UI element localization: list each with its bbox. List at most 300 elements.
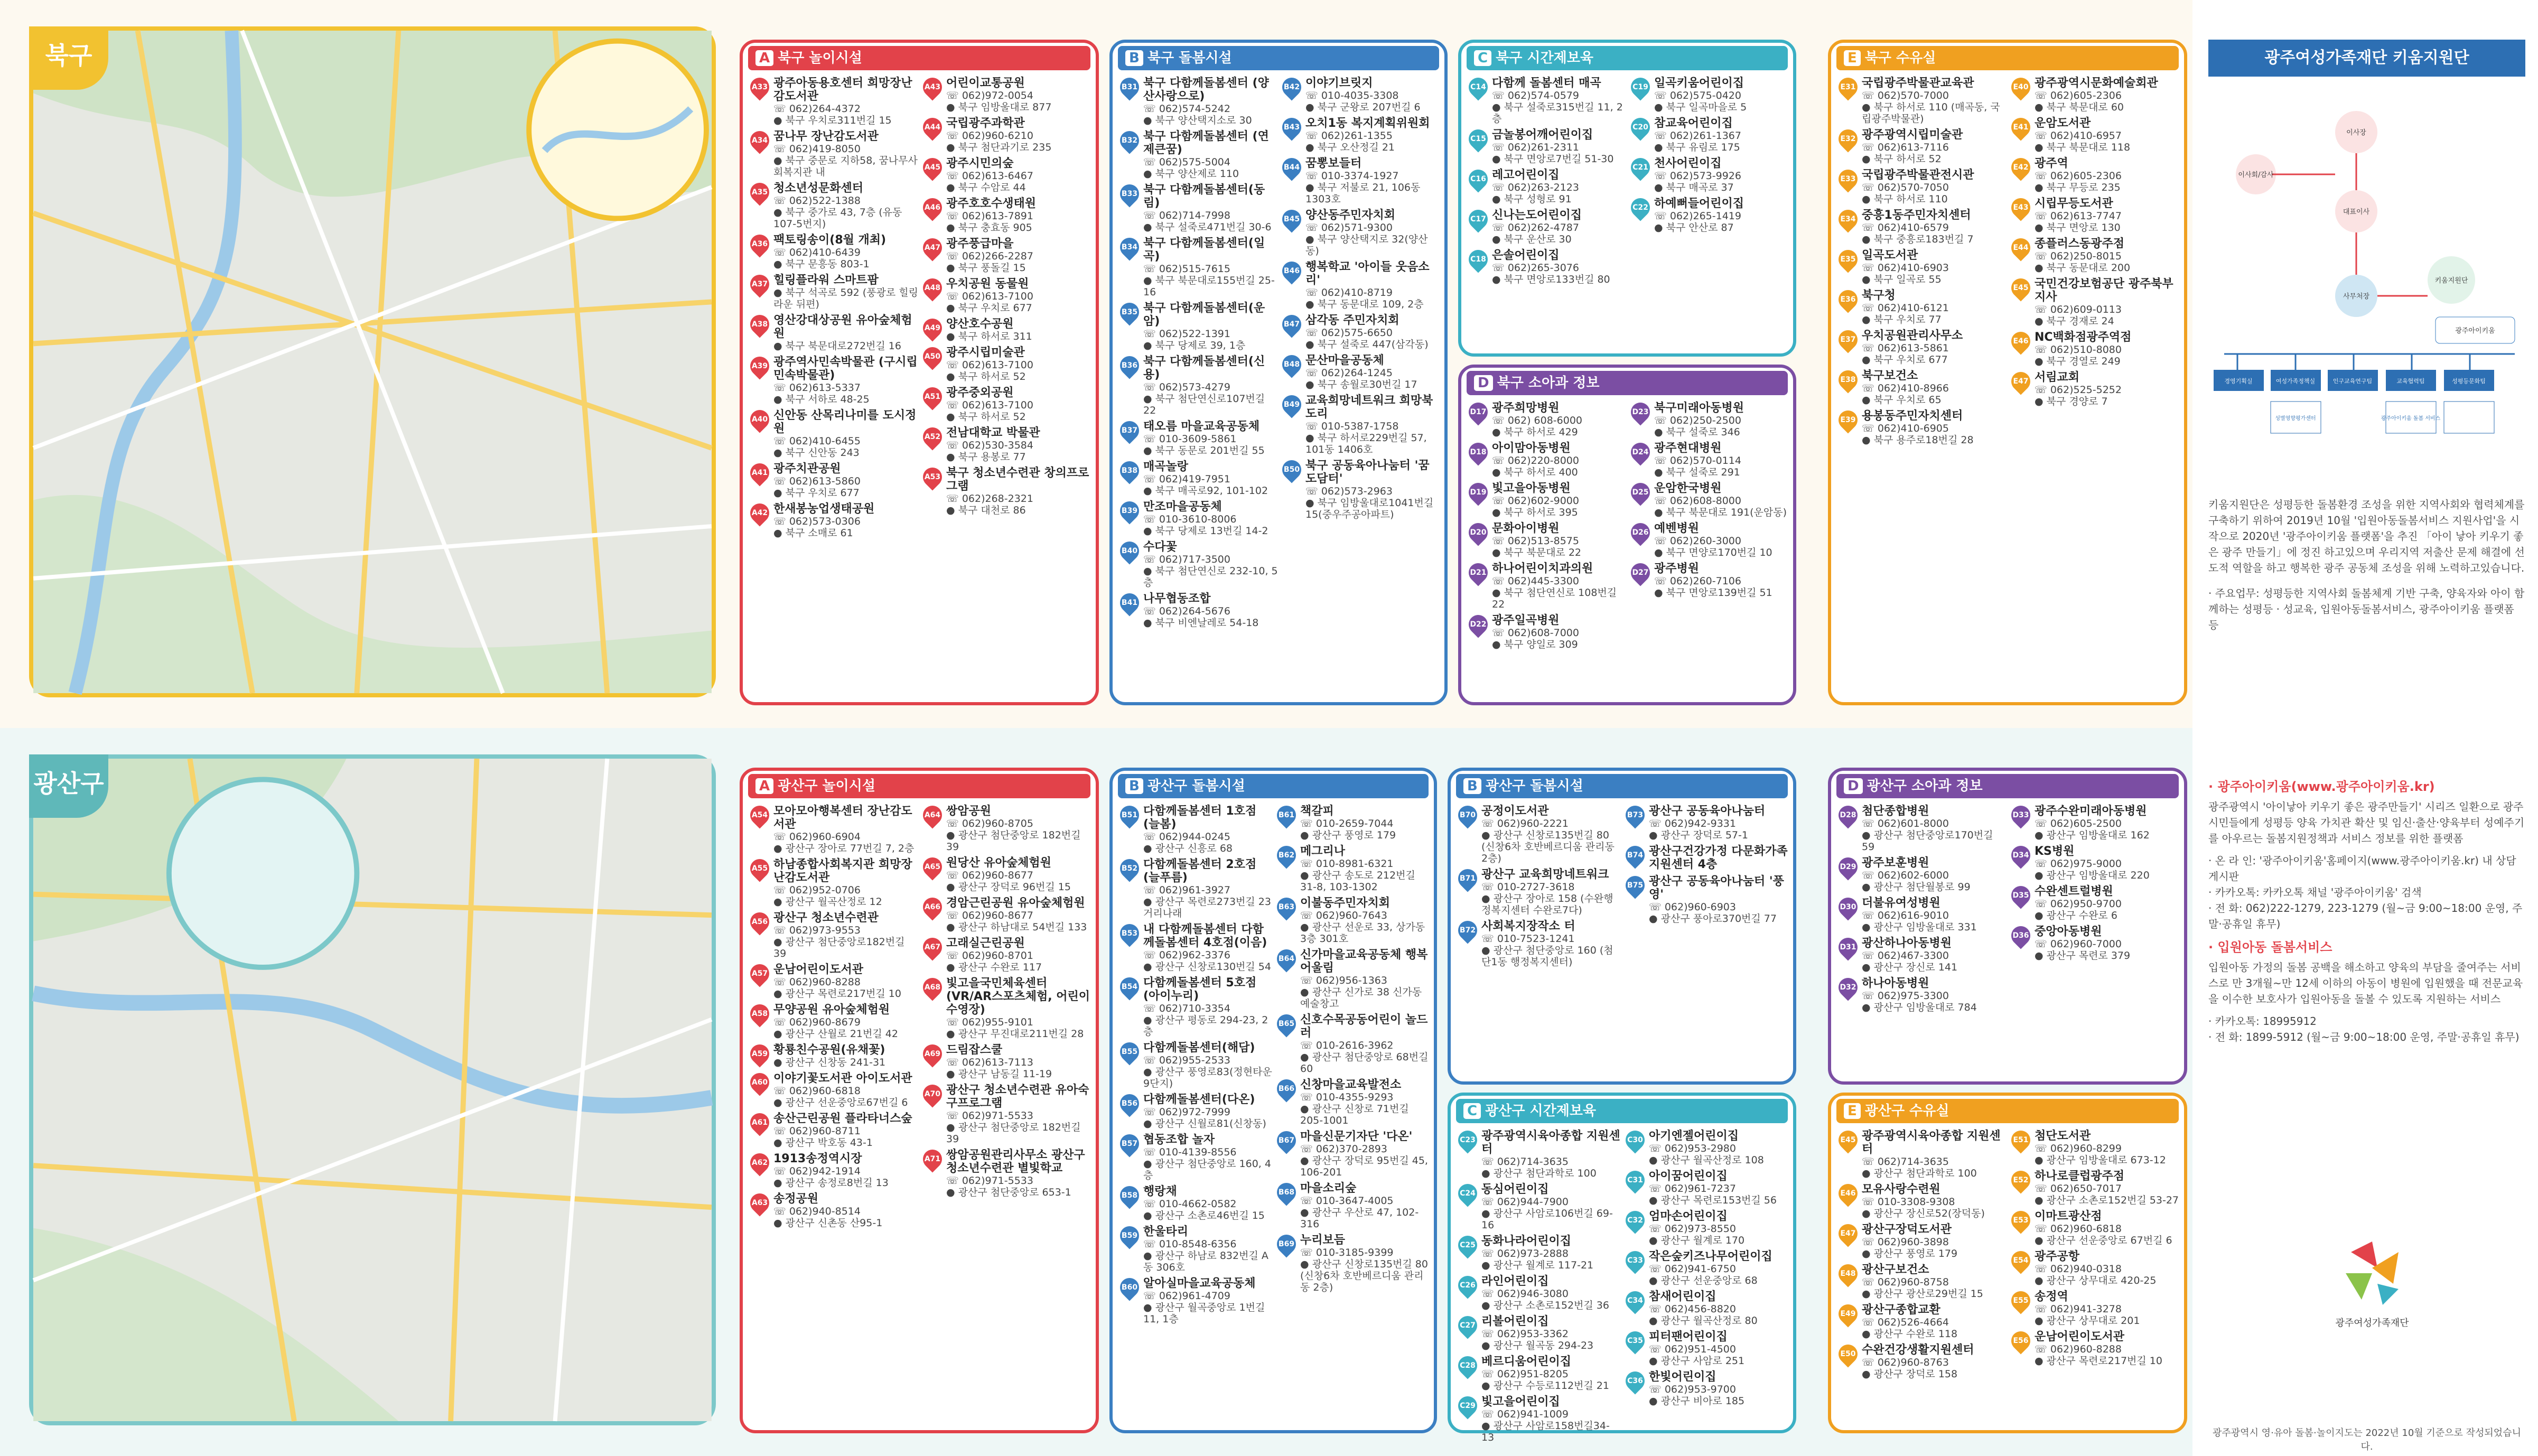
facility-item[interactable] [1458, 868, 1621, 916]
facility-id: A60 [751, 1078, 768, 1087]
facility-item[interactable] [1458, 1315, 1621, 1351]
facility-item[interactable] [1626, 845, 1789, 871]
facility-phone: ☏ 062)960-8288 [773, 976, 861, 988]
facility-item[interactable] [1120, 237, 1278, 298]
facility-id: A62 [751, 1159, 768, 1167]
facility-item[interactable] [923, 237, 1091, 274]
panel-title: 광산구 시간제보육 [1485, 1103, 1597, 1119]
map-pin-icon [1116, 74, 1143, 101]
facility-phone: ☏ 062)571-9300 [1305, 222, 1393, 234]
facility-id: A63 [751, 1199, 768, 1207]
facility-id: A36 [751, 240, 768, 248]
facility-name: 국립광주박물관전시관 [1862, 169, 1974, 182]
facility-item[interactable] [750, 409, 919, 459]
facility-phone: ☏ 062)526-4664 [1862, 1317, 1949, 1328]
panel-column [1626, 1130, 1789, 1426]
facility-name: 광주희망병원 [1492, 402, 1560, 415]
facility-phone: ☏ 062)575-6650 [1305, 327, 1393, 339]
facility-item[interactable] [750, 130, 919, 178]
panel-title: 광산구 돌봄시설 [1147, 778, 1245, 794]
facility-phone: ☏ 062)250-8015 [2035, 250, 2122, 262]
facility-phone: ☏ 010-2659-7044 [1300, 818, 1394, 829]
facility-item[interactable] [1839, 289, 2007, 325]
map-pin-icon [1835, 894, 1862, 921]
facility-item[interactable] [1469, 482, 1627, 518]
facility-name: 무양공원 유아숲체험원 [773, 1003, 890, 1016]
facility-item[interactable] [1120, 460, 1278, 497]
facility-address: ● 북구 하서로 52 [946, 411, 1026, 423]
facility-address: ● 광산구 수완로 117 [946, 962, 1042, 973]
facility-item[interactable] [1626, 1130, 1789, 1166]
facility-item[interactable] [1839, 1130, 2007, 1179]
facility-id: B46 [1283, 267, 1300, 275]
map-pin-icon [2008, 842, 2035, 869]
facility-item[interactable] [1277, 1182, 1430, 1230]
facility-address: ● 북구 대천로 86 [946, 505, 1026, 516]
facility-item[interactable] [1282, 77, 1440, 113]
facility-item[interactable] [1282, 209, 1440, 257]
facility-item[interactable] [1282, 260, 1440, 310]
facility-item[interactable] [1469, 402, 1627, 438]
aikium-tel: · 전 화: 062)222-1279, 223-1279 (월~금 9:00~18:00 운영, 주말·공휴일 휴무) [2208, 902, 2523, 930]
facility-item[interactable] [1839, 897, 2007, 933]
facility-phone: ☏ 062)605-2500 [2035, 818, 2122, 829]
facility-name: 광주병원 [1654, 562, 1700, 575]
map-pin-icon [1465, 74, 1492, 101]
facility-item[interactable] [2011, 1250, 2180, 1286]
facility-item[interactable] [923, 1149, 1091, 1198]
facility-item[interactable] [2011, 277, 2180, 327]
facility-item[interactable] [1839, 1263, 2007, 1300]
facility-item[interactable] [1469, 249, 1627, 285]
facility-item[interactable] [1120, 540, 1278, 589]
facility-item[interactable] [1839, 128, 2007, 165]
map-pin-icon [2008, 235, 2035, 262]
map-pin-icon [2008, 114, 2035, 141]
facility-item[interactable] [2011, 237, 2180, 274]
facility-item[interactable] [1120, 592, 1278, 629]
facility-item[interactable] [1839, 329, 2007, 366]
facility-name: 문화아이병원 [1492, 522, 1560, 535]
facility-id: E39 [1840, 416, 1856, 424]
facility-address: ● 광산구 하남로 832번길 A동 306호 [1143, 1250, 1268, 1273]
map-pin-icon [1627, 399, 1654, 426]
facility-address: ● 광산구 풍영로83(정현타운9단지) [1143, 1066, 1272, 1089]
facility-name: 황룡친수공원(유채꽃) [773, 1043, 885, 1057]
facility-phone: ☏ 062)613-6467 [946, 170, 1033, 182]
facility-item[interactable] [750, 182, 919, 230]
facility-item[interactable] [750, 1152, 919, 1189]
facility-item[interactable] [1458, 920, 1621, 968]
facility-id: D25 [1632, 488, 1649, 497]
facility-item[interactable] [1631, 157, 1789, 193]
facility-item[interactable] [1120, 1185, 1273, 1221]
facility-item[interactable] [750, 1003, 919, 1040]
facility-item[interactable] [1277, 1013, 1430, 1075]
facility-id: A58 [751, 1010, 768, 1018]
facility-item[interactable] [2011, 371, 2180, 407]
facility-item[interactable] [1120, 1225, 1273, 1273]
facility-item[interactable] [1120, 805, 1273, 854]
facility-item[interactable] [750, 77, 919, 126]
facility-item[interactable] [1120, 355, 1278, 416]
facility-item[interactable] [1120, 923, 1273, 973]
facility-phone: ☏ 062)410-6905 [1862, 423, 1949, 434]
gwangsangu-map[interactable] [29, 754, 716, 1425]
facility-phone: ☏ 062)950-9700 [2035, 898, 2122, 910]
map-pin-icon [1279, 206, 1305, 233]
facility-name: 행복학교 '아이들 웃음소리' [1305, 260, 1430, 287]
facility-name: 빛고을아동병원 [1492, 482, 1571, 495]
facility-item[interactable] [1631, 77, 1789, 113]
facility-item[interactable] [1458, 1235, 1621, 1271]
facility-id: A42 [751, 509, 768, 517]
facility-item[interactable] [1631, 442, 1789, 478]
facility-item[interactable] [750, 314, 919, 352]
facility-item[interactable] [1626, 805, 1789, 841]
facility-address: ● 북구 용봉로 77 [946, 451, 1026, 463]
facility-name: 용봉동주민자치센터 [1862, 409, 1963, 423]
facility-id: D18 [1470, 448, 1487, 456]
facility-item[interactable] [1469, 562, 1627, 610]
facility-address: ● 광산구 월곡산정로 80 [1649, 1315, 1758, 1327]
facility-phone: ☏ 062)419-7951 [1143, 473, 1230, 485]
facility-address: ● 광산구 사암로158번길34-13 [1481, 1420, 1610, 1443]
facility-name: 이야기브릿지 [1305, 77, 1373, 90]
map-graphic [33, 31, 712, 693]
facility-address: ● 북구 군왕로 207번길 6 [1305, 101, 1421, 113]
facility-id: C28 [1460, 1361, 1476, 1370]
facility-item[interactable] [750, 805, 919, 854]
facility-item[interactable] [1120, 130, 1278, 180]
facility-id: D19 [1470, 488, 1487, 497]
facility-item[interactable] [1120, 976, 1273, 1038]
facility-item[interactable] [1626, 875, 1789, 925]
facility-name: 팩토링송이(8월 개최) [773, 234, 887, 247]
facility-item[interactable] [1469, 209, 1627, 245]
facility-name: 운암한국병원 [1654, 482, 1722, 495]
facility-item[interactable] [923, 937, 1091, 973]
facility-item[interactable] [1631, 117, 1789, 153]
panel-column [1839, 77, 2007, 698]
facility-phone: ☏ 062)946-3080 [1481, 1288, 1569, 1300]
map-pin-icon [1835, 246, 1862, 273]
facility-address: ● 광산구 선운로 33, 상가동 3층 301호 [1300, 921, 1425, 945]
facility-item[interactable] [923, 318, 1091, 342]
facility-item[interactable] [923, 117, 1091, 153]
facility-id: C31 [1627, 1176, 1643, 1184]
panel-header [748, 774, 1090, 798]
facility-item[interactable] [1120, 77, 1278, 126]
facility-item[interactable] [923, 386, 1091, 423]
facility-name: 문산마을공동체 [1305, 354, 1384, 367]
facility-item[interactable] [1839, 1303, 2007, 1340]
facility-item[interactable] [750, 1043, 919, 1068]
map-pin-icon [919, 802, 946, 829]
facility-item[interactable] [1631, 402, 1789, 438]
map-pin-icon [1835, 1180, 1862, 1207]
org-node: 성별영향평가센터 [2275, 416, 2316, 422]
aikium-title[interactable]: · 광주아이키움(www.광주아이키움.kr) [2208, 779, 2435, 794]
facility-item[interactable] [1631, 562, 1789, 599]
facility-item[interactable] [1277, 1234, 1430, 1293]
facility-id: D33 [2012, 811, 2029, 819]
facility-item[interactable] [1120, 1041, 1273, 1089]
facility-item[interactable] [923, 466, 1091, 516]
map-pin-icon [1116, 538, 1143, 565]
panel-letter: C [1474, 50, 1491, 66]
facility-item[interactable] [923, 346, 1091, 382]
panel-header [1456, 774, 1788, 798]
facility-item[interactable] [1469, 77, 1627, 125]
facility-item[interactable] [1469, 614, 1627, 650]
facility-item[interactable] [1277, 897, 1430, 945]
facility-item[interactable] [1839, 77, 2007, 125]
facility-item[interactable] [2011, 197, 2180, 234]
facility-name: 고래실근린공원 [946, 937, 1025, 950]
facility-address: ● 광산구 소촌로46번길 15 [1143, 1210, 1265, 1221]
facility-name: 모유사랑수련원 [1862, 1183, 1940, 1196]
facility-item[interactable] [1626, 1170, 1789, 1206]
facility-name: 행랑채 [1143, 1185, 1177, 1198]
facility-item[interactable] [2011, 1330, 2180, 1367]
facility-item[interactable] [1839, 169, 2007, 205]
facility-id: C22 [1632, 203, 1648, 212]
facility-item[interactable] [1469, 522, 1627, 558]
facility-item[interactable] [1626, 1330, 1789, 1367]
map-pin-icon [1279, 391, 1305, 418]
facility-phone: ☏ 062)960-6818 [773, 1085, 861, 1097]
facility-item[interactable] [1120, 1093, 1273, 1130]
facility-item[interactable] [1469, 169, 1627, 205]
facility-item[interactable] [1458, 1355, 1621, 1392]
facility-item[interactable] [750, 502, 919, 539]
facility-phone: ☏ 062)944-7900 [1481, 1196, 1569, 1208]
facility-item[interactable] [1277, 1078, 1430, 1126]
facility-item[interactable] [1282, 157, 1440, 205]
facility-item[interactable] [1839, 1343, 2007, 1380]
facility-item[interactable] [1839, 1183, 2007, 1219]
facility-item[interactable] [1277, 1130, 1430, 1178]
facility-phone: ☏ 062)573-9926 [1654, 170, 1741, 182]
map-pin-icon [2008, 1247, 2035, 1274]
facility-address: ● 광산구 무진대로211번길 28 [946, 1028, 1084, 1040]
panel-b [1448, 768, 1796, 1085]
facility-name: 광주광역시문화예술회관 [2035, 77, 2158, 90]
facility-name: 서림교회 [2035, 371, 2080, 384]
facility-item[interactable] [750, 858, 919, 908]
facility-item[interactable] [1839, 249, 2007, 285]
map-pin-icon [919, 315, 946, 342]
facility-name: 광산구장덕도서관 [1862, 1223, 1952, 1236]
facility-item[interactable] [2011, 925, 2180, 962]
facility-item[interactable] [2011, 1290, 2180, 1327]
facility-item[interactable] [923, 977, 1091, 1040]
facility-item[interactable] [2011, 117, 2180, 153]
facility-item[interactable] [1282, 459, 1440, 520]
facility-item[interactable] [1458, 805, 1621, 864]
facility-item[interactable] [1120, 183, 1278, 233]
facility-id: E48 [1840, 1270, 1856, 1278]
facility-name: 하나아동병원 [1862, 977, 1929, 990]
facility-item[interactable] [1282, 117, 1440, 153]
facility-address: ● 광산구 신창로 71번길 205-1001 [1300, 1103, 1409, 1126]
facility-item[interactable] [1631, 482, 1789, 518]
facility-item[interactable] [1626, 1210, 1789, 1246]
map-pin-icon [919, 1081, 946, 1108]
facility-item[interactable] [2011, 1130, 2180, 1166]
facility-address: ● 광산구 상무대로 201 [2035, 1315, 2140, 1327]
facility-id: A64 [924, 811, 941, 819]
bukgu-section [0, 0, 2192, 728]
facility-item[interactable] [1469, 128, 1627, 165]
facility-item[interactable] [1839, 209, 2007, 245]
facility-item[interactable] [1120, 302, 1278, 351]
facility-phone: ☏ 062)960-8288 [2035, 1343, 2122, 1355]
map-pin-icon [747, 353, 773, 380]
facility-item[interactable] [750, 1192, 919, 1229]
facility-phone: ☏ 062)960-2221 [1481, 818, 1569, 829]
facility-address: ● 북구 동문대로 200 [2035, 262, 2131, 274]
facility-phone: ☏ 062)960-8677 [946, 870, 1033, 881]
facility-address: ● 광산구 소촌로152번길 36 [1481, 1300, 1609, 1311]
facility-id: A61 [751, 1118, 768, 1127]
bukgu-map[interactable] [29, 26, 716, 697]
facility-item[interactable] [2011, 77, 2180, 113]
facility-item[interactable] [1631, 522, 1789, 558]
facility-item[interactable] [1282, 314, 1440, 350]
facility-item[interactable] [1282, 354, 1440, 390]
facility-phone: ☏ 062)613-7116 [1862, 142, 1949, 153]
facility-item[interactable] [1120, 420, 1278, 456]
facility-id: B47 [1283, 320, 1300, 329]
facility-item[interactable] [923, 1043, 1091, 1080]
facility-address: ● 광산구 장신로52(장덕동) [1862, 1208, 1985, 1219]
facility-item[interactable] [2011, 1210, 2180, 1246]
facility-item[interactable] [1458, 1183, 1621, 1231]
facility-name: 다함께 돌봄센터 매곡 [1492, 77, 1601, 90]
facility-item[interactable] [1458, 1275, 1621, 1311]
facility-phone: ☏ 062)951-4500 [1649, 1343, 1736, 1355]
map-pin-icon [1279, 114, 1305, 141]
facility-phone: ☏ 062)972-0054 [946, 90, 1033, 101]
facility-item[interactable] [1626, 1370, 1789, 1407]
facility-item[interactable] [923, 197, 1091, 234]
facility-id: A57 [751, 969, 768, 978]
facility-item[interactable] [1120, 858, 1273, 919]
facility-id: A40 [751, 415, 768, 424]
map-pin-icon [919, 235, 946, 262]
map-pin-icon [1279, 258, 1305, 285]
facility-item[interactable] [923, 77, 1091, 113]
facility-item[interactable] [1626, 1290, 1789, 1327]
facility-phone: ☏ 062)616-9010 [1862, 910, 1949, 921]
facility-item[interactable] [1839, 977, 2007, 1013]
facility-item[interactable] [923, 277, 1091, 314]
facility-name: 양산호수공원 [946, 318, 1014, 331]
facility-phone: ☏ 062)953-3362 [1481, 1328, 1569, 1340]
facility-item[interactable] [2011, 1170, 2180, 1206]
facility-item[interactable] [923, 856, 1091, 893]
facility-phone: ☏ 010-3185-9399 [1300, 1247, 1394, 1258]
facility-id: C34 [1627, 1296, 1643, 1305]
facility-item[interactable] [1120, 1277, 1273, 1325]
facility-item[interactable] [1626, 1250, 1789, 1286]
facility-item[interactable] [1631, 197, 1789, 234]
facility-phone: ☏ 062)513-8575 [1492, 535, 1579, 547]
facility-item[interactable] [750, 274, 919, 310]
facility-item[interactable] [750, 911, 919, 959]
facility-item[interactable] [1277, 845, 1430, 893]
facility-address: ● 광산구 수완로 118 [1862, 1328, 1958, 1340]
facility-item[interactable] [923, 426, 1091, 463]
panel-column [750, 77, 919, 698]
facility-item[interactable] [923, 157, 1091, 193]
facility-item[interactable] [1839, 369, 2007, 406]
facility-id: B52 [1121, 864, 1138, 873]
facility-name: 북구 다함께돌봄센터(동림) [1143, 183, 1265, 210]
map-pin-icon [747, 1001, 773, 1028]
facility-item[interactable] [750, 1112, 919, 1149]
facility-name: 광산구종합교환 [1862, 1303, 1940, 1317]
facility-item[interactable] [750, 462, 919, 499]
facility-item[interactable] [1277, 805, 1430, 841]
facility-address: ● 광산구 풍영로 179 [1862, 1248, 1958, 1259]
facility-item[interactable] [1469, 442, 1627, 478]
facility-item[interactable] [1282, 394, 1440, 455]
facility-id: C18 [1470, 255, 1486, 264]
facility-item[interactable] [750, 234, 919, 270]
facility-item[interactable] [2011, 157, 2180, 193]
facility-item[interactable] [750, 963, 919, 1000]
facility-name: 이마트광산점 [2035, 1210, 2102, 1223]
facility-item[interactable] [923, 805, 1091, 853]
facility-item[interactable] [1839, 937, 2007, 973]
map-pin-icon [1835, 1341, 1862, 1368]
facility-name: 작은숲키즈나무어린이집 [1649, 1250, 1772, 1263]
facility-name: 수완건강생활지원센터 [1862, 1343, 1974, 1357]
facility-item[interactable] [1458, 1130, 1621, 1179]
facility-address: ● 북구 하서로 110 (매곡동, 국립광주박물관) [1862, 101, 2000, 125]
facility-item[interactable] [923, 897, 1091, 933]
facility-address: ● 북구 우치로 677 [1862, 354, 1948, 366]
facility-address: ● 북구 우치로 677 [946, 302, 1032, 314]
facility-item[interactable] [750, 1072, 919, 1108]
facility-item[interactable] [2011, 805, 2180, 841]
facility-item[interactable] [1839, 856, 2007, 893]
org-chart-graphic [2208, 106, 2525, 465]
facility-item[interactable] [1839, 1223, 2007, 1259]
facility-name: 공정이도서관 [1481, 805, 1549, 818]
map-pin-icon [1835, 74, 1862, 101]
facility-item[interactable] [2011, 845, 2180, 881]
facility-item[interactable] [2011, 885, 2180, 921]
facility-item[interactable] [1120, 500, 1278, 537]
facility-name: 북구 다함께돌봄센터(신용) [1143, 355, 1265, 381]
facility-item[interactable] [923, 1084, 1091, 1145]
map-pin-icon [747, 231, 773, 258]
facility-item[interactable] [750, 356, 919, 405]
facility-item[interactable] [2011, 331, 2180, 367]
map-pin-icon [2008, 882, 2035, 909]
facility-item[interactable] [1458, 1395, 1621, 1443]
facility-address: ● 북구 면앙로 130 [2035, 222, 2121, 234]
facility-item[interactable] [1277, 948, 1430, 1010]
facility-id: C36 [1627, 1377, 1643, 1385]
facility-item[interactable] [1839, 409, 2007, 446]
facility-item[interactable] [1839, 805, 2007, 853]
facility-item[interactable] [1120, 1133, 1273, 1181]
